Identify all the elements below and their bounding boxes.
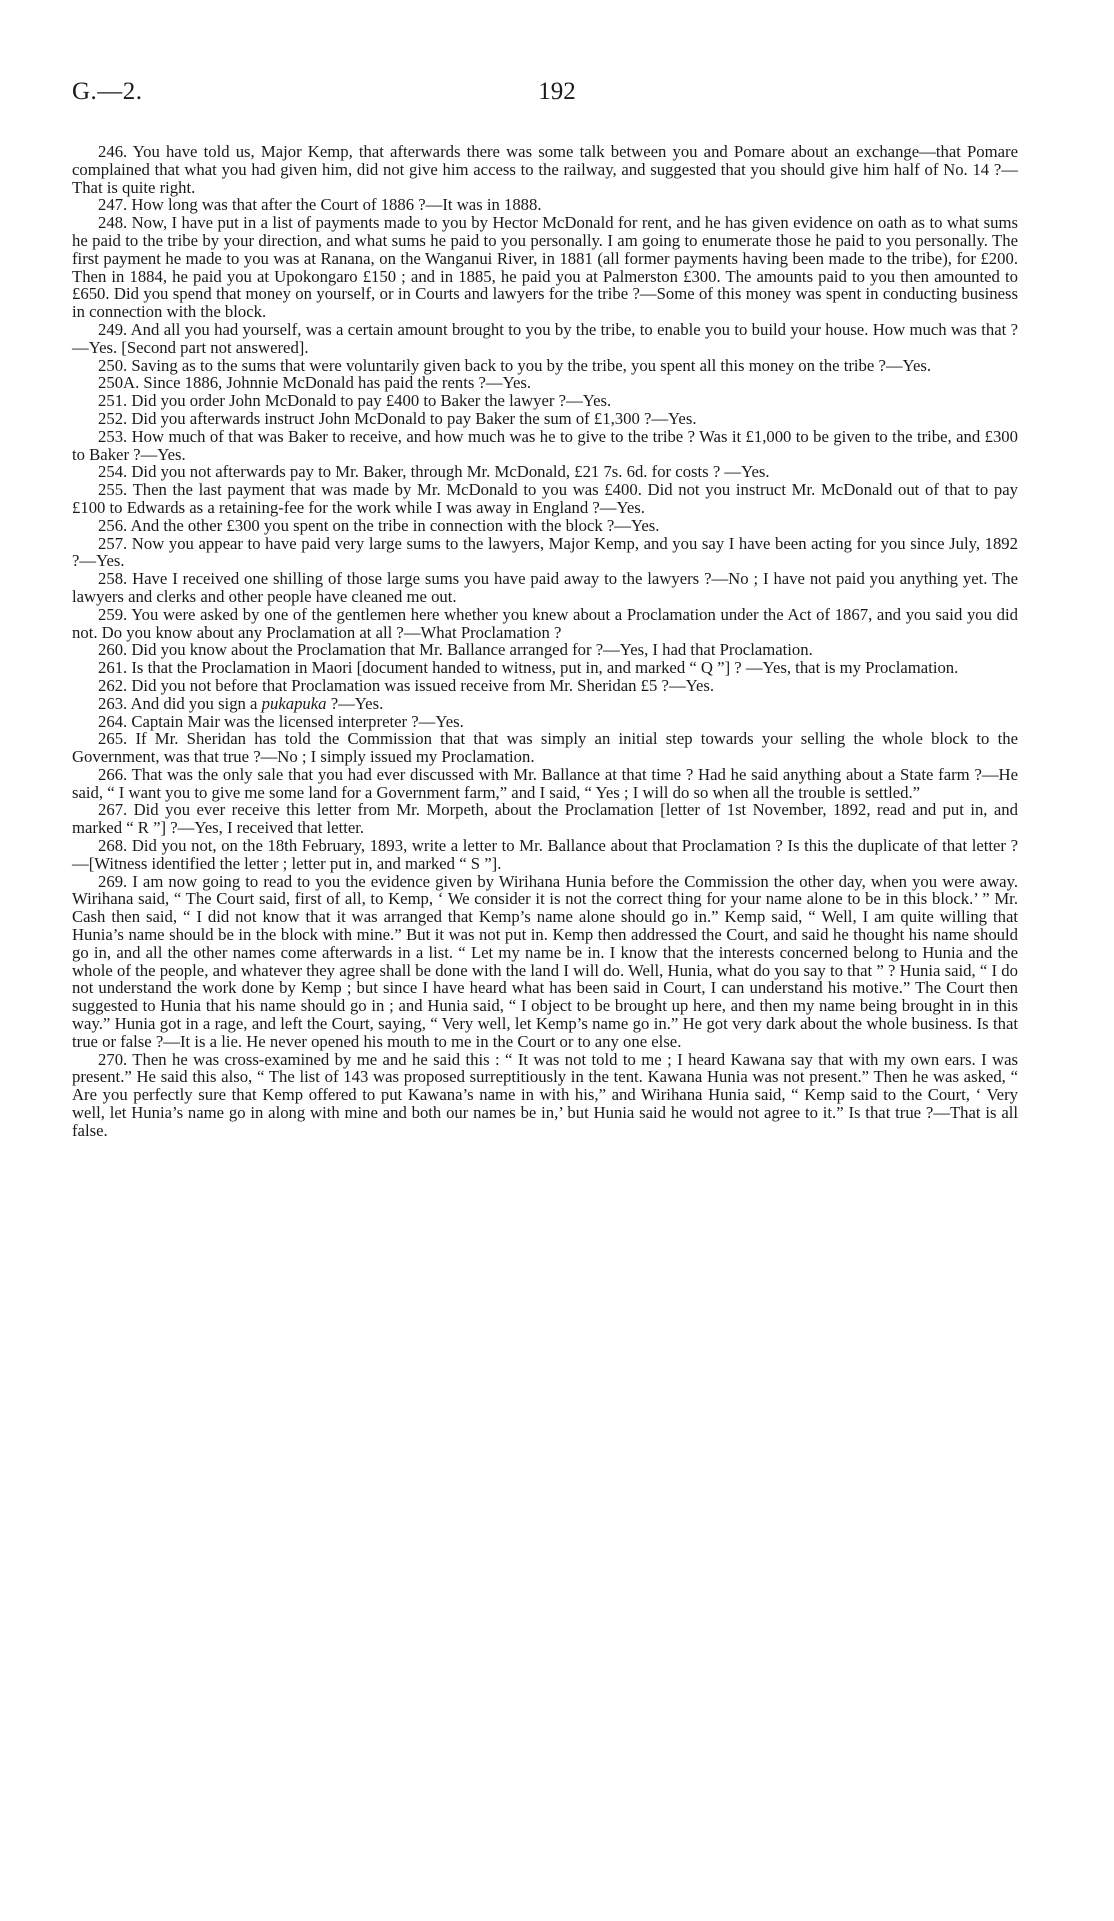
paragraph-263-italic: pukapuka xyxy=(261,693,327,713)
document-body xyxy=(72,143,1018,1140)
paragraph-263-tail: ?—Yes. xyxy=(326,693,384,713)
page-number: 192 xyxy=(538,78,576,105)
paragraph-255: 255. Then the last payment that was made by Mr. McDonald to you was £400. Did not you instruct Mr. McDonald out of that to pay £100 to Edwards as a retaining-fee for the work while I was away in England ?—Yes. xyxy=(72,480,1018,517)
paragraph-268: 268. Did you not, on the 18th February, 1893, write a letter to Mr. Ballance about that Proclamation ? Is this the duplicate of that letter ?—[Witness identified the letter ; letter put in, and marked “ S ”]. xyxy=(72,836,1018,873)
document-code: G.—2. xyxy=(72,78,143,105)
paragraph-259: 259. You were asked by one of the gentlemen here whether you knew about a Proclamation under the Act of 1867, and you said you did not. Do you know about any Proclamation at all ?—What Proclamation ? xyxy=(72,604,1018,642)
paragraph-258: 258. Have I received one shilling of those large sums you have paid away to the lawyers ?—No ; I have not paid you anything yet. The lawyers and clerks and other people have cleaned me out. xyxy=(72,569,1018,606)
paragraph-251: 251. Did you order John McDonald to pay £400 to Baker the lawyer ?—Yes. xyxy=(98,391,612,411)
paragraph-246: 246. You have told us, Major Kemp, that afterwards there was some talk between you and Pomare about an exchange—that Pomare complained that what you had given him, did not give him access to the railway, and suggested that you should give him half of No. 14 ?—That is quite right. xyxy=(72,142,1018,197)
paragraph-250a: 250A. Since 1886, Johnnie McDonald has paid the rents ?—Yes. xyxy=(98,373,532,393)
paragraph-263 xyxy=(72,695,1018,713)
paragraph-265: 265. If Mr. Sheridan has told the Commission that that was simply an initial step towards your selling the whole block to the Government, was that true ?—No ; I simply issued my Proclamation. xyxy=(72,729,1018,767)
paragraph-249: 249. And all you had yourself, was a certain amount brought to you by the tribe, to enable you to build your house. How much was that ?—Yes. [Second part not answered]. xyxy=(72,319,1018,357)
paragraph-247: 247. How long was that after the Court of 1886 ?—It was in 1888. xyxy=(98,195,542,215)
paragraph-266: 266. That was the only sale that you had ever discussed with Mr. Ballance at that time ? Had he said anything about a State farm ?—He said, “ I want you to give me some land for a Government farm,” and I said, “ Yes ; I will do so when all the trouble is settled.” xyxy=(72,764,1018,802)
paragraph-264: 264. Captain Mair was the licensed interpreter ?—Yes. xyxy=(98,711,464,731)
paragraph-252: 252. Did you afterwards instruct John McDonald to pay Baker the sum of £1,300 ?—Yes. xyxy=(98,408,697,428)
paragraph-254: 254. Did you not afterwards pay to Mr. Baker, through Mr. McDonald, £21 7s. 6d. for costs ? —Yes. xyxy=(98,462,770,482)
paragraph-257: 257. Now you appear to have paid very large sums to the lawyers, Major Kemp, and you say I have been acting for you since July, 1892 ?—Yes. xyxy=(72,533,1018,571)
paragraph-262: 262. Did you not before that Proclamation was issued receive from Mr. Sheridan £5 ?—Yes. xyxy=(98,675,715,695)
paragraph-250: 250. Saving as to the sums that were voluntarily given back to you by the tribe, you spent all this money on the tribe ?—Yes. xyxy=(98,355,932,375)
paragraph-270: 270. Then he was cross-examined by me and he said this : “ It was not told to me ; I heard Kawana say that with my own ears. I was present.” He said this also, “ The list of 143 was proposed surreptitiously in the tent. Kawana Hunia was not present.” Then he was asked, “ Are you perfectly sure that Kemp offered to put Kawana’s name in with his,” and Wirihana Hunia said, “ Kemp said to the Court, ‘ Very well, let Hunia’s name go in along with mine and both our names be in,’ but Hunia said he would not agree to it.” Is that true ?—That is all false. xyxy=(72,1049,1018,1140)
paragraph-261: 261. Is that the Proclamation in Maori [document handed to witness, put in, and marked “ Q ”] ? —Yes, that is my Proclamation. xyxy=(98,658,959,678)
paragraph-263-text: 263. And did you sign a xyxy=(98,693,262,713)
paragraph-256: 256. And the other £300 you spent on the tribe in connection with the block ?—Yes. xyxy=(98,515,660,535)
paragraph-269: 269. I am now going to read to you the evidence given by Wirihana Hunia before the Commission the other day, when you were away. Wirihana said, “ The Court said, first of all, to Kemp, ‘ We consider it is not the correct thing for your name alone to be in this block.’ ” Mr. Cash then said, “ I did not know that it was arranged that Kemp’s name alone should go in.” Kemp said, “ Well, I am quite willing that Hunia’s name should be in the block with mine.” But it was not put in. Kemp then addressed the Court, and said he thought his name should go in, and all the other names come afterwards in a list. “ Let my name be in. I know that the interests concerned belong to Hunia and the whole of the people, and whatever they agree shall be done with the land I will do. Well, Hunia, what do you say to that ” ? Hunia said, “ I do not understand the work done by Kemp ; but since I have heard what has been said in Court, I can understand his motive.” The Court then suggested to Hunia that his name should go in ; and Hunia said, “ I object to be brought up here, and then my name being brought in in this way.” Hunia got in a rage, and left the Court, saying, “ Very well, let Kemp’s name go in.” He got very dark about the whole business. Is that true or false ?—It is a lie. He never opened his mouth to me in the Court or to any one else. xyxy=(72,871,1018,1051)
paragraph-260: 260. Did you know about the Proclamation that Mr. Ballance arranged for ?—Yes, I had that Proclamation. xyxy=(98,640,813,660)
paragraph-267: 267. Did you ever receive this letter from Mr. Morpeth, about the Proclamation [letter of 1st November, 1892, read and put in, and marked “ R ”] ?—Yes, I received that letter. xyxy=(72,800,1018,838)
paragraph-253: 253. How much of that was Baker to receive, and how much was he to give to the tribe ? Was it £1,000 to be given to the tribe, and £300 to Baker ?—Yes. xyxy=(72,426,1018,464)
paragraph-248: 248. Now, I have put in a list of payments made to you by Hector McDonald for rent, and he has given evidence on oath as to what sums he paid to the tribe by your direction, and what sums he paid to you personally. I am going to enumerate those he paid to you personally. The first payment he made to you was at Ranana, on the Wanganui River, in 1881 (all former payments having been made to the tribe), for £200. Then in 1884, he paid you at Upokongaro £150 ; and in 1885, he paid you at Palmerston £300. The amounts paid to you then amounted to £650. Did you spend that money on yourself, or in Courts and lawyers for the tribe ?—Some of this money was spent in conducting business in connection with the block. xyxy=(72,213,1018,322)
